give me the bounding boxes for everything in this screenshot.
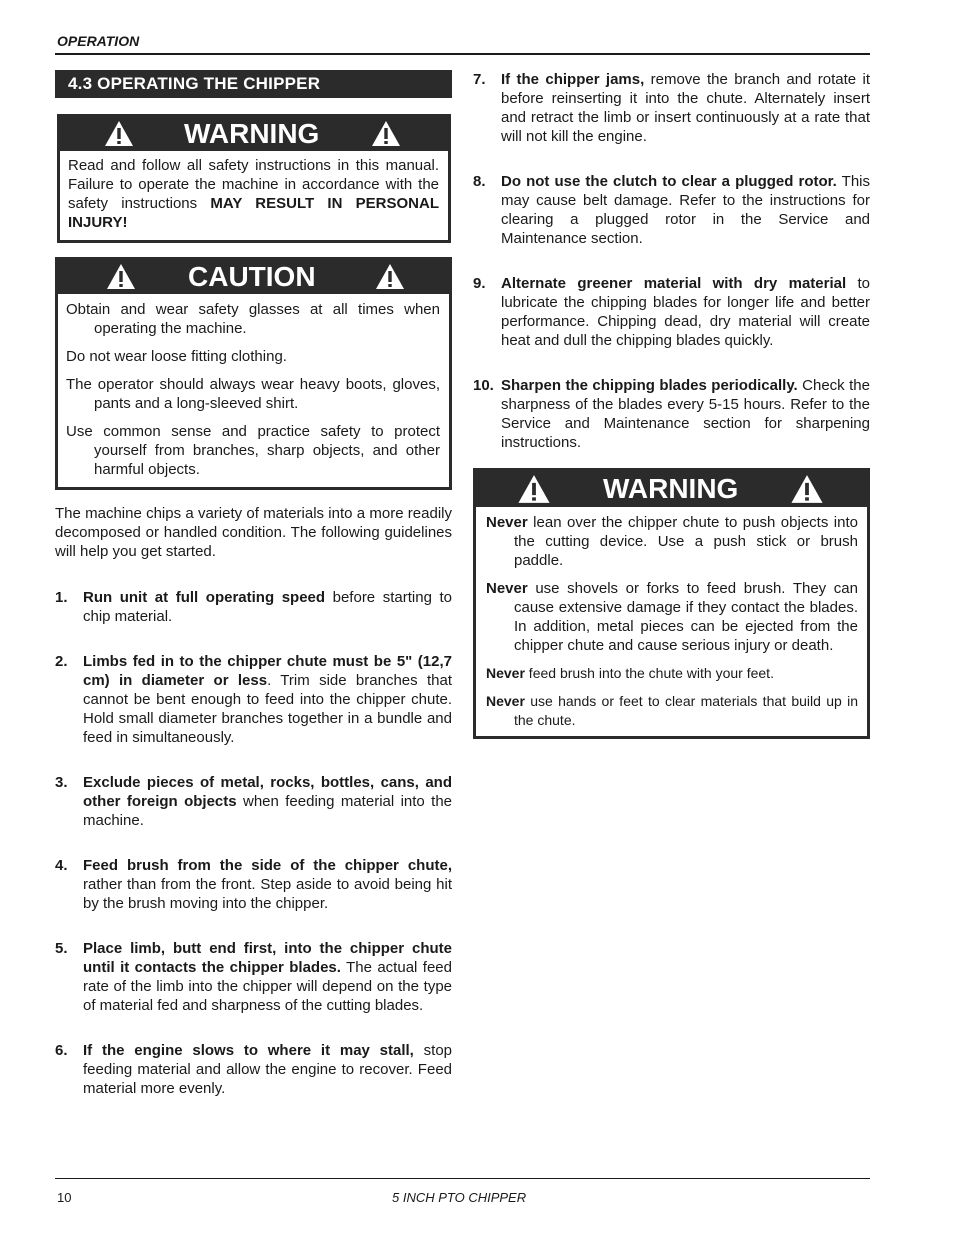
warning-item <box>486 579 858 655</box>
step-item-4 <box>55 856 452 913</box>
step-bold: Limbs fed in to the chipper chute must be 5" (12,7 cm) in diameter or less <box>83 653 452 689</box>
step-number: 8. <box>473 173 486 190</box>
warning-triangle-icon <box>790 474 824 504</box>
step-number: 2. <box>55 653 68 670</box>
step-item-10 <box>473 376 870 452</box>
step-number: 10. <box>473 377 494 394</box>
warning-body-2 <box>476 507 867 736</box>
step-text: stop feeding material and allow the engine to recover. Feed material more evenly. <box>83 1042 452 1097</box>
warning-box-2 <box>473 468 870 739</box>
step-bold: Feed brush from the side of the chipper chute, <box>83 857 452 874</box>
intro-paragraph: The machine chips a variety of materials into a more readily decomposed or handled condition. The following guidelines will help you get started. <box>55 505 452 560</box>
caution-item: Do not wear loose fitting clothing. <box>66 348 287 365</box>
step-item-3 <box>55 773 452 830</box>
warning-title-2: WARNING <box>603 473 739 504</box>
warning-item-text: use shovels or forks to feed brush. They can cause extensive damage if they contact the blades. In addition, metal pieces can be ejected from the chipper chute and cause serious injury or death. <box>514 580 858 654</box>
left-column <box>55 70 452 1098</box>
step-text: when feeding material into the machine. <box>83 793 453 829</box>
step-bold: Place limb, butt end first, into the chipper chute until it contacts the chipper blades. <box>83 940 452 976</box>
step-bold: Run unit at full operating speed <box>83 589 326 606</box>
caution-body <box>58 294 449 487</box>
caution-title: CAUTION <box>188 261 316 292</box>
step-bold: Do not use the clutch to clear a plugged rotor. <box>501 173 837 190</box>
warning-header-2 <box>476 471 867 507</box>
caution-box <box>55 257 452 490</box>
step-number: 5. <box>55 940 68 957</box>
step-item-9 <box>473 274 870 350</box>
step-text: Check the sharpness of the blades every 5-15 hours. Refer to the Service and Maintenance section for sharpening instructions. <box>501 377 870 451</box>
step-bold: If the chipper jams, <box>501 71 645 88</box>
step-text: remove the branch and rotate it before reinserting it into the chute. Alternately insert and retract the limb or insert continuously at a rate that will not kill the engine. <box>501 71 871 145</box>
warning-header-1 <box>60 117 448 151</box>
step-bold: If the engine slows to where it may stall, <box>83 1042 414 1059</box>
step-item-5 <box>55 939 452 1015</box>
step-number: 3. <box>55 774 68 791</box>
step-text: to lubricate the chipping blades for longer life and better performance. Chipping dead, dry material will create heat and dull the chipping blades quickly. <box>501 275 870 349</box>
right-column <box>473 70 870 739</box>
step-bold: Sharpen the chipping blades periodically. <box>501 377 798 394</box>
warning-body-1 <box>60 151 448 240</box>
caution-item: Use common sense and practice safety to protect yourself from branches, sharp objects, and other harmful objects. <box>66 423 440 478</box>
warning-triangle-icon <box>104 120 134 147</box>
header-section-label: OPERATION <box>57 33 140 49</box>
step-bold: Exclude pieces of metal, rocks, bottles, cans, and other foreign objects <box>83 774 452 810</box>
caution-item: The operator should always wear heavy boots, gloves, pants and a long-sleeved shirt. <box>66 376 440 412</box>
caution-header <box>58 260 449 294</box>
step-number: 6. <box>55 1042 68 1059</box>
step-item-6 <box>55 1041 452 1098</box>
step-item-1 <box>55 588 452 626</box>
step-number: 7. <box>473 71 486 88</box>
warning-text-bold: MAY RESULT IN PERSONAL INJURY! <box>68 195 440 231</box>
warning-triangle-icon <box>517 474 551 504</box>
warning-triangle-icon <box>375 263 405 290</box>
warning-item-text: use hands or feet to clear materials that build up in the chute. <box>514 693 858 728</box>
section-title: 4.3 OPERATING THE CHIPPER <box>55 70 452 98</box>
footer-rule <box>55 1178 870 1179</box>
step-number: 4. <box>55 857 68 874</box>
step-item-7 <box>473 70 870 146</box>
header-rule <box>55 53 870 55</box>
warning-box-1 <box>57 114 451 243</box>
warning-item <box>486 692 858 730</box>
step-text: . Trim side branches that cannot be bent enough to feed into the chipper chute. Hold small diameter branches together in a bundle and feed in simultaneously. <box>83 672 452 746</box>
never-label: Never <box>486 665 525 681</box>
step-text: before starting to chip material. <box>83 589 453 625</box>
step-text: rather than from the front. Step aside to avoid being hit by the brush moving into the chipper. <box>83 876 452 912</box>
never-label: Never <box>486 580 528 597</box>
step-number: 9. <box>473 275 486 292</box>
never-label: Never <box>486 693 525 709</box>
step-item-2 <box>55 652 452 747</box>
step-number: 1. <box>55 589 68 606</box>
warning-text-plain: Read and follow all safety instructions in this manual. Failure to operate the machine in accordance with the safety instructions <box>68 157 439 212</box>
warning-triangle-icon <box>371 120 401 147</box>
step-item-8 <box>473 172 870 248</box>
step-bold: Alternate greener material with dry material <box>501 275 847 292</box>
footer-page-number: 10 <box>57 1190 72 1205</box>
footer-title: 5 INCH PTO CHIPPER <box>392 1190 527 1205</box>
warning-item-text: lean over the chipper chute to push objects into the cutting device. Use a push stick or brush paddle. <box>514 514 858 569</box>
warning-text-1 <box>68 156 439 232</box>
never-label: Never <box>486 514 528 531</box>
caution-item: Obtain and wear safety glasses at all times when operating the machine. <box>66 301 440 337</box>
step-text: This may cause belt damage. Refer to the instructions for clearing a plugged rotor in the Service and Maintenance section. <box>501 173 870 247</box>
step-text: The actual feed rate of the limb into the chipper will depend on the type of material fed and sharpness of the cutting blades. <box>83 959 452 1014</box>
warning-title-1: WARNING <box>184 118 320 149</box>
warning-item <box>486 664 858 683</box>
warning-triangle-icon <box>106 263 136 290</box>
warning-item <box>486 513 858 570</box>
warning-item-text: feed brush into the chute with your feet. <box>524 665 774 681</box>
